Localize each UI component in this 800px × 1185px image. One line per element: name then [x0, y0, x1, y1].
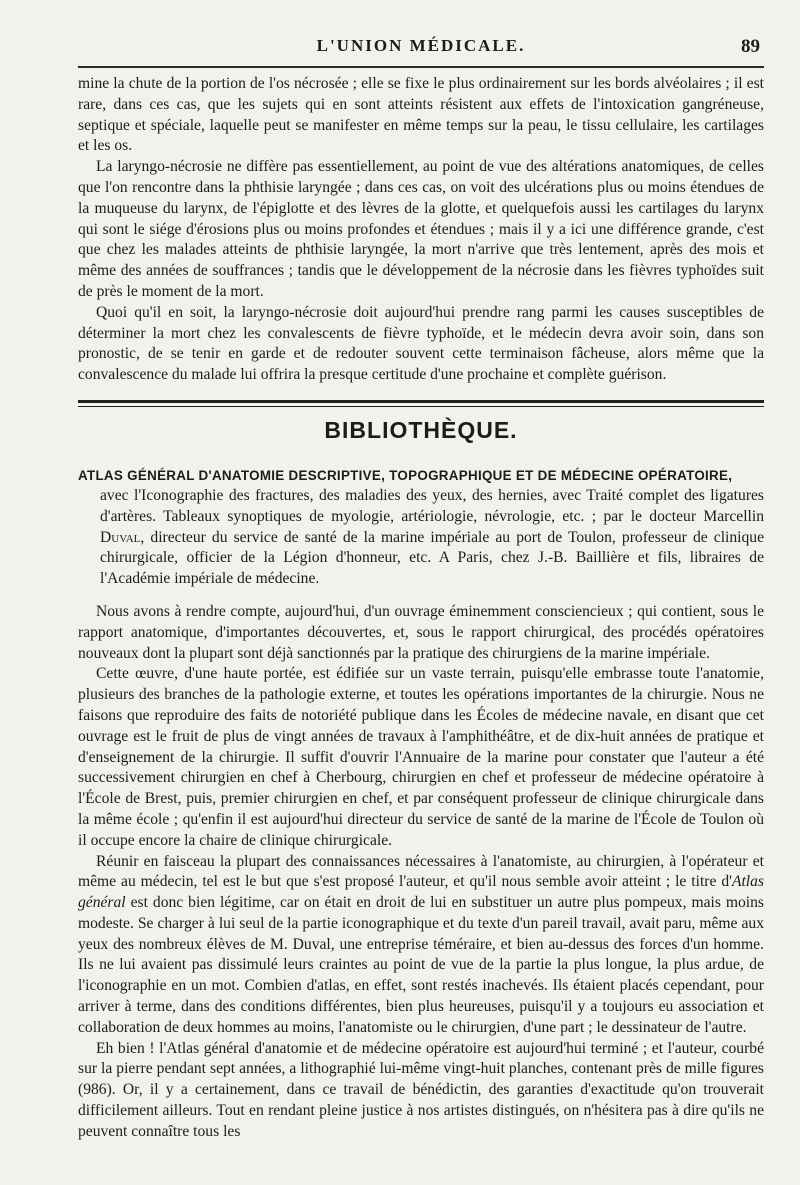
paragraph: mine la chute de la portion de l'os nécrosée ; elle se fixe le plus ordinairement sur les bords alvéolaires ; il est rare, dans ces cas, que les sujets qui en sont atteints résistent aux effets de l'intoxication gangréneuse, septique et spéciale, laquelle peut se manifester en même temps sur la peau, le tissu cellulaire, les cartilages et les os.	[78, 75, 764, 155]
italic-title: Atlas général	[78, 873, 764, 912]
paragraph: Nous avons à rendre compte, aujourd'hui, d'un ouvrage éminemment consciencieux ; qui contient, sous le rapport anatomique, d'importantes découvertes, et, sous le rapport chirurgical, des procédés opératoires nouveaux dont la plupart sont déjà sanctionnés par la pratique des chirurgiens de la marine impériale.	[78, 602, 764, 662]
paragraph-text: Réunir en faisceau la plupart des connaissances nécessaires à l'anatomiste, au chirurgien, à l'opérateur et même au médecin, tel est le but que s'est proposé l'auteur, et qu'il nous semble avoir atteint ; le titre d'	[78, 852, 764, 891]
paragraph: La laryngo-nécrosie ne diffère pas essentiellement, au point de vue des altérations anatomiques, de celles que l'on rencontre dans la phthisie laryngée ; dans ces cas, on voit des ulcérations plus ou moins étendues de la muqueuse du larynx, de l'épiglotte et des lèvres de la glotte, et quelquefois aussi les cartilages du larynx qui sont le siége d'érosions plus ou moins profondes et étendues ; mais il y a ici une différence grande, c'est que chez les malades atteints de phthisie laryngée, la mort n'arrive que très lentement, après des mois et même des années de souffrances ; tandis que le développement de la nécrosie dans les fièvres typhoïdes suit de près le moment de la mort.	[78, 158, 764, 300]
section-divider	[78, 400, 764, 407]
paragraph: Quoi qu'il en soit, la laryngo-nécrosie doit aujourd'hui prendre rang parmi les causes susceptibles de déterminer la mort chez les convalescents de fièvre typhoïde, et le médecin devra avoir soin, dans son pronostic, de se tenir en garde et de redouter souvent cette terminaison fâcheuse, alors même que la convalescence du malade lui offrira la presque certitude d'une prochaine et complète guérison.	[78, 303, 764, 384]
paragraph: Eh bien ! l'Atlas général d'anatomie et de médecine opératoire est aujourd'hui terminé ; et l'auteur, courbé sur la pierre pendant sept années, a lithographié lui-même vingt-huit planches, contenant près de mille figures (986). Or, il y a certainement, dans ce travail de bénédictin, des garanties d'exactitude qu'on trouverait difficilement ailleurs. Tout en rendant pleine justice à nos artistes distingués, on n'hésitera pas à dire qu'ils ne peuvent connaître tous les	[78, 1039, 764, 1140]
running-head	[78, 30, 764, 64]
book-description	[100, 486, 764, 590]
book-desc-text: , directeur du service de santé de la marine impériale au port de Toulon, professeur de clinique chirurgicale, officier de la Légion d'honneur, etc. A Paris, chez J.-B. Baillière et fils, libraires de l'Académie impériale de médecine.	[100, 528, 764, 588]
book-review	[78, 602, 764, 1143]
book-title: ATLAS GÉNÉRAL D'ANATOMIE DESCRIPTIVE, TOPOGRAPHIQUE ET DE MÉDECINE OPÉRATOIRE,	[78, 467, 733, 483]
paragraph-text: est donc bien légitime, car on était en droit de lui en substituer un autre plus pompeux, mais moins modeste. Se charger à lui seul de la partie iconographique et du texte d'un pareil travail, avait paru, même aux yeux des nombreux élèves de M. Duval, une entreprise téméraire, et bien au-dessus des forces d'un homme. Ils ne lui avaient pas dissimulé leurs craintes au point de vue de la partie la plus longue, la plus ardue, de l'iconographie en un mot. Combien d'atlas, en effet, sont restés inachevés. Ils étaient placés cependant, pour arriver à terme, dans des conditions différentes, bien plus heureuses, puisqu'il y a toujours eu association et collaboration de deux hommes au moins, l'anatomiste ou le chirurgien, d'une part ; le dessinateur de l'autre.	[78, 894, 764, 1036]
paragraph	[78, 852, 764, 1039]
page-number: 89	[741, 36, 760, 57]
header-rule	[78, 66, 764, 68]
book-desc-text: avec l'Iconographie des fractures, des maladies des yeux, des hernies, avec Traité complet des ligatures d'artères. Tableaux synoptiques de myologie, artériologie, névrologie, etc. ; par le docteur Marcellin	[100, 486, 764, 525]
article-continuation	[78, 74, 764, 386]
paragraph: Cette œuvre, d'une haute portée, est édifiée sur un vaste terrain, puisqu'elle embrasse toute l'anatomie, plusieurs des branches de la pathologie externe, et toutes les opérations importantes de la chirurgie. Nous ne faisons que reproduire des faits de notoriété publique dans les Écoles de médecine navale, en disant que cet ouvrage est le fruit de plus de vingt années de travaux à l'amphithéâtre, et de dix-huit années de pratique et d'enseignement de la chirurgie. Il suffit d'ouvrir l'Annuaire de la marine pour constater que l'auteur a été successivement chirurgien en chef à Cherbourg, chirurgien en chef et professeur de médecine opératoire à l'École de Brest, puis, premier chirurgien en chef, et par conséquent professeur de clinique chirurgicale dans la même école ; qu'enfin il est aujourd'hui directeur du service de santé de la marine de l'École de Toulon où il occupe encore la chaire de clinique chirurgicale.	[78, 665, 764, 849]
section-title: BIBLIOTHÈQUE.	[324, 416, 518, 443]
author-name: Duval	[100, 528, 141, 546]
journal-title: L'UNION MÉDICALE.	[316, 36, 526, 55]
spacer	[78, 590, 764, 602]
book-entry	[78, 466, 764, 590]
